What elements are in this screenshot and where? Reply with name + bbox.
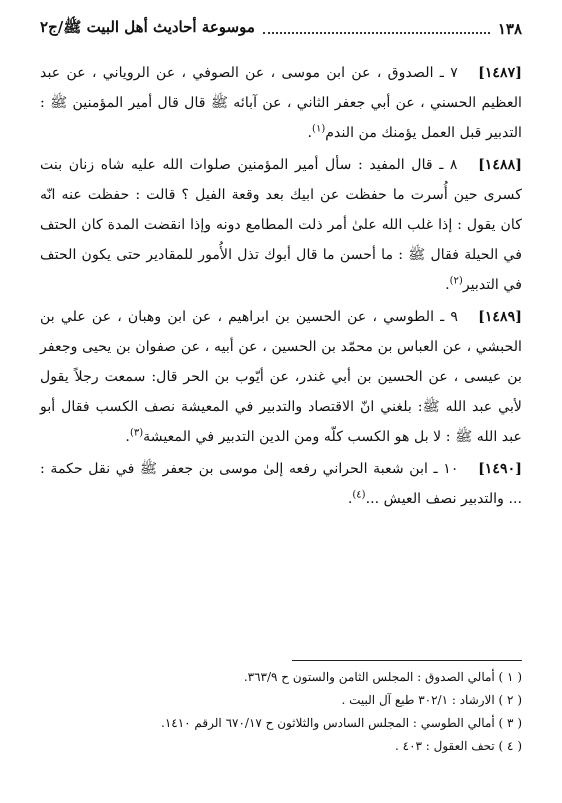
hadith-number: [١٤٩٠] [478, 461, 522, 477]
footnote-reference[interactable]: (٢) [449, 275, 463, 287]
hadith-number: [١٤٨٧] [478, 65, 523, 81]
footnote-reference[interactable]: (١) [312, 123, 326, 135]
hadith-end-mark: . [347, 491, 353, 507]
hadith-end-mark: . [445, 277, 450, 293]
footnote-reference[interactable]: (٣) [129, 427, 144, 439]
page-header [40, 14, 522, 44]
running-title: موسوعة أحاديث أهل البيت ﷺ/ج٢ [40, 18, 255, 36]
hadith-end-mark: . [307, 125, 313, 141]
hadith-text: ١٠ ـ ابن شعبة الحراني رفعه إلىٰ موسى بن جعفر ﷺ في نقل حكمة : ... والتدبير نصف العيش ... [40, 461, 522, 507]
hadith-entry [40, 302, 522, 452]
footnote-reference[interactable]: (٤) [352, 489, 366, 501]
footnote-divider [292, 660, 522, 661]
hadith-number: [١٤٨٩] [478, 309, 523, 325]
hadith-end-mark: . [125, 429, 130, 445]
hadith-entry [40, 454, 522, 514]
hadith-text: ٨ ـ قال المفيد : سأل أمير المؤمنين صلوات الله عليه شاه زنان بنت كسرى حين أُسرت ما حفظت عن ابيك بعد وقعة الفيل ؟ قالت : حفظت عنه انّه كان يقول : إذا غلب الله علىٰ أمر ذلت المطامع دونه وإذا انقضت المدة كان الحتف في الحيلة فقال ﷺ : ما أحسن ما قال أبوك تذل الأُمور للمقادير حتى يكون الحتف في التدبير [40, 157, 522, 293]
header-dot-leader [263, 32, 490, 34]
footnotes [40, 666, 522, 758]
footnote: ( ٢ ) الارشاد : ٣٠٢/١ طبع آل البيت . [341, 693, 522, 707]
footnote: ( ١ ) أمالي الصدوق : المجلس الثامن والستون ح ٣٦٣/٩. [243, 670, 522, 684]
page-number: ١٣٨ [497, 20, 522, 38]
footnote: ( ٤ ) تحف العقول : ٤٠٣ . [394, 739, 522, 753]
hadith-text: ٩ ـ الطوسي ، عن الحسين بن ابراهيم ، عن ابن وهبان ، عن علي بن الحبشي ، عن العباس بن محمّد بن الحسين ، عن أبيه ، عن صفوان بن يحيى وجعفر بن عيسى ، عن الحسين بن أبي غندر، عن أيّوب بن الحر قال: سمعت رجلاً يقول لأبي عبد الله ﷺ: بلغني انّ الاقتصاد والتدبير في المعيشة نصف الكسب فقال أبو عبد الله ﷺ : لا بل هو الكسب كلّه ومن الدين التدبير في المعيشة [40, 309, 522, 445]
hadith-list [40, 58, 522, 516]
hadith-entry [40, 150, 522, 300]
hadith-entry [40, 58, 522, 148]
hadith-number: [١٤٨٨] [478, 157, 522, 173]
hadith-text: ٧ ـ الصدوق ، عن ابن موسى ، عن الصوفي ، عن الروياني ، عن عبد العظيم الحسني ، عن أبي جعفر الثاني ، عن آبائه ﷺ قال قال أمير المؤمنين ﷺ : التدبير قبل العمل يؤمنك من الندم [40, 65, 522, 141]
footnote: ( ٣ ) أمالي الطوسي : المجلس السادس والثلاثون ح ٦٧٠/١٧ الرقم ١٤١٠. [161, 716, 522, 730]
